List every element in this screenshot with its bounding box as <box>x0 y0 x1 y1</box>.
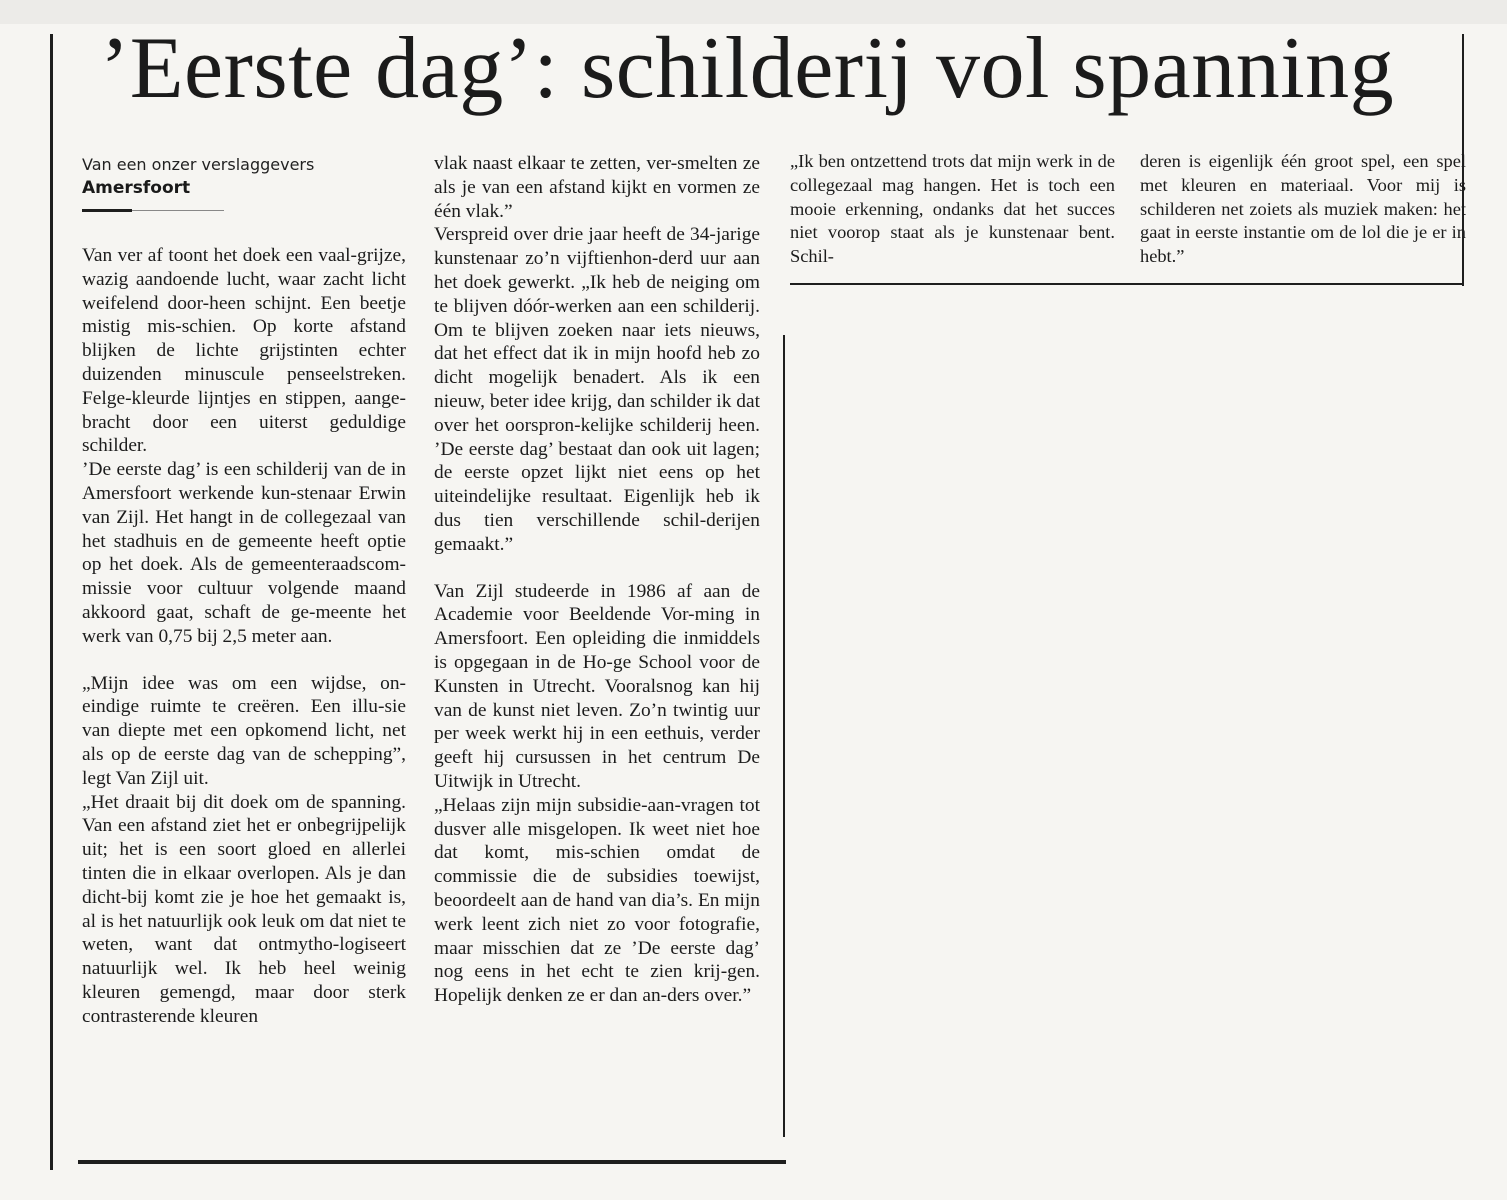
paragraph: „Ik ben ontzettend trots dat mijn werk in de collegezaal mag hangen. Het is toch een mooie erkenning, ondanks dat het succes niet voorop staat als je kunstenaar bent. Schil- <box>790 151 1115 267</box>
dateline-underline <box>82 209 132 212</box>
paragraph: Verspreid over drie jaar heeft de 34-jarige kunstenaar zo’n vijftienhon-derd uur aan het doek gewerkt. „Ik heb de neiging om te blijven dóór-werken aan een schilderij. Om te blijven zoeken naar iets nieuws, dat het effect dat ik in mijn hoofd heb zo dicht mogelijk benadert. Als ik een nieuw, beter idee krijg, dan schilder ik dat over het oorspron-kelijke schilderij heen. ’De eerste dag’ bestaat dan ook uit lagen; de eerste opzet lijkt niet eens op het uiteindelijke resultaat. Eigenlijk heb ik dus tien verschillende schil-derijen gemaakt.” <box>434 224 760 555</box>
paragraph: „Het draait bij dit doek om de spanning. Van een afstand ziet het er onbegrijpelijk uit; het is een soort gloed en allerlei tinten die in elkaar overlopen. Als je dan dicht-bij komt zie je hoe het gemaakt is, al is het natuurlijk ook leuk om dat niet te weten, want dat ontmytho-logiseert natuurlijk wel. Ik heb heel weinig kleuren gemengd, maar door sterk contrasterende kleuren <box>82 791 406 1027</box>
paragraph: „Helaas zijn mijn subsidie-aan-vragen tot dusver alle misgelopen. Ik weet niet hoe dat komt, mis-schien omdat de commissie die de subsidies toewijst, beoordeelt aan de hand van dia’s. En mijn werk leent zich niet zo voor fotografie, maar misschien dat ze ’De eerste dag’ nog eens in het echt te zien krij-gen. Hopelijk denken ze er dan an-ders over.” <box>434 794 760 1007</box>
column-1 <box>82 244 406 1029</box>
dateline-thin-rule <box>132 210 224 211</box>
paragraph: Van ver af toont het doek een vaal-grijze, wazig aandoende lucht, waar zacht licht weifelend door-heen schijnt. Een beetje mistig mis-schien. Op korte afstand blijken de lichte grijstinten echter duizenden minuscule penseelstreken. Felge-kleurde lijntjes en stippen, aange-bracht door een uiterst geduldige schilder. <box>82 245 406 457</box>
column-divider-rule <box>783 335 785 1137</box>
left-frame-rule <box>50 34 53 1170</box>
column-4 <box>1140 150 1466 269</box>
bottom-rule <box>78 1160 786 1164</box>
paragraph: „Mijn idee was om een wijdse, on-eindige ruimte te creëren. Een illu-sie van diepte met een opkomend licht, net als op de eerste dag van de schepping”, legt Van Zijl uit. <box>82 672 406 789</box>
paragraph: deren is eigenlijk één groot spel, een spel met kleuren en materiaal. Voor mij is schilderen net zoiets als muziek maken: het gaat in eerste instantie om de lol die je er in hebt.” <box>1140 151 1466 267</box>
article-headline: ’Eerste dag’: schilderij vol spanning <box>100 20 1395 117</box>
top-block-bottom-rule <box>790 283 1464 285</box>
paragraph: Van Zijl studeerde in 1986 af aan de Academie voor Beeldende Vor-ming in Amersfoort. Een opleiding die inmiddels is opgegaan in de Ho-ge School voor de Kunsten in Utrecht. Vooralsnog kan hij van de kunst niet leven. Zo’n twintig uur per week werkt hij in een eethuis, verder geeft hij cursussen in het centrum De Uitwijk in Utrecht. <box>434 580 760 792</box>
paragraph: vlak naast elkaar te zetten, ver-smelten ze als je van een afstand kijkt en vormen ze één vlak.” <box>434 153 760 222</box>
paragraph: ’De eerste dag’ is een schilderij van de in Amersfoort werkende kun-stenaar Erwin van Zijl. Het hangt in de collegezaal van het stadhuis en de gemeente heeft optie op het doek. Als de gemeenteraadscom-missie voor cultuur volgende maand akkoord gaat, schaft de ge-meente het werk van 0,75 bij 2,5 meter aan. <box>82 459 406 647</box>
byline: Van een onzer verslaggevers <box>82 155 315 174</box>
column-2 <box>434 152 760 1008</box>
column-3 <box>790 150 1115 269</box>
dateline: Amersfoort <box>82 178 191 198</box>
